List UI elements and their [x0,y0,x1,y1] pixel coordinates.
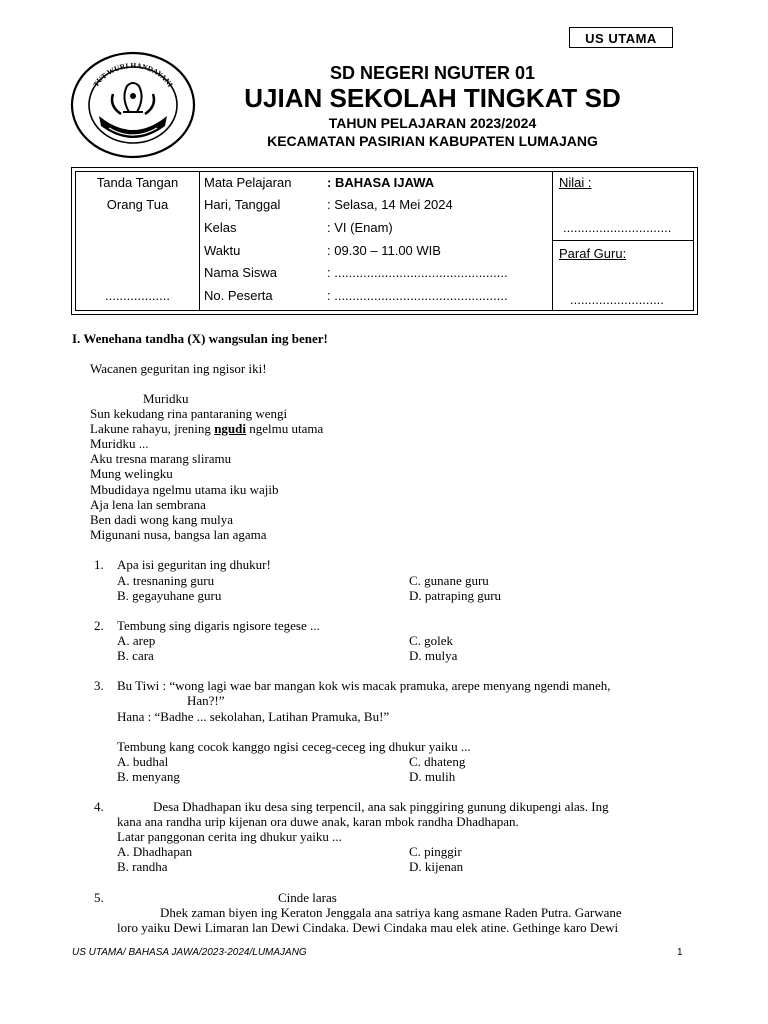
poem-line: Migunani nusa, bangsa lan agama [90,527,267,542]
page-footer: US UTAMA/ BAHASA JAWA/2023-2024/LUMAJANG [72,947,307,958]
option-c[interactable]: C. pinggir [409,844,462,859]
option-b[interactable]: B. menyang [117,769,180,784]
student-name-label: Nama Siswa [204,265,277,280]
poem-line: Ben dadi wong kang mulya [90,512,233,527]
date-label: Hari, Tanggal [204,197,281,212]
option-a[interactable]: A. Dhadhapan [117,844,193,859]
class-label: Kelas [204,220,237,235]
option-b[interactable]: B. randha [117,859,168,874]
question-text: Latar panggonan cerita ing dhukur yaiku ... [117,829,342,844]
option-d[interactable]: D. mulya [409,648,458,663]
question-number: 4. [94,799,104,814]
option-a[interactable]: A. budhal [117,754,169,769]
option-d[interactable]: D. patraping guru [409,588,502,603]
story-line: loro yaiku Dewi Limaran lan Dewi Cindaka. Dewi Cindaka mau elek atine. Gethinge karo Dewi [117,920,619,935]
story-line: Desa Dhadhapan iku desa sing terpencil, ana sak pinggiring gunung dikupengi alas. Ing [153,799,609,814]
logo-motto: TUT WURI HANDAYANI [91,60,175,89]
teacher-initial-label: Paraf Guru: [559,246,627,261]
question-text: Tembung sing digaris ngisore tegese ... [117,618,320,633]
question-text: Tembung kang cocok kanggo ngisi ceceg-ceceg ing dhukur yaiku ... [117,739,471,754]
question-number: 2. [94,618,104,633]
exam-title: UJIAN SEKOLAH TINGKAT SD [244,83,621,113]
story-line: kana ana randha urip kijenan ora duwe anak, karan mbok randha Dhadhapan. [117,814,519,829]
date-value: : Selasa, 14 Mei 2024 [327,197,453,212]
subject-label: Mata Pelajaran [204,175,292,190]
dialogue-line: Hana : “Badhe ... sekolahan, Latihan Pramuka, Bu!” [117,709,390,724]
poem-line: Lakune rahayu, jrening ngudi ngelmu utama [90,421,324,436]
score-field: .............................. [563,220,672,235]
parent-signature-label: Tanda Tangan [96,175,179,190]
option-d[interactable]: D. mulih [409,769,456,784]
class-value: : VI (Enam) [327,220,393,235]
question-number: 3. [94,678,104,693]
section-instruction: I. Wenehana tandha (X) wangsulan ing bener! [72,331,328,346]
question-number: 1. [94,557,104,572]
academic-year: TAHUN PELAJARAN 2023/2024 [328,115,537,131]
dialogue-line: Han?!” [187,693,225,708]
reading-instruction: Wacanen geguritan ing ngisor iki! [90,361,267,376]
poem-line: Sun kekudang rina pantaraning wengi [90,406,288,421]
option-d[interactable]: D. kijenan [409,859,464,874]
school-name: SD NEGERI NGUTER 01 [329,63,536,83]
subject-value: : BAHASA IJAWA [327,175,435,190]
option-a[interactable]: A. tresnaning guru [117,573,215,588]
parent-signature-field: .................. [104,288,170,303]
poem-line: Aku tresna marang sliramu [90,451,232,466]
time-label: Waktu [204,243,241,258]
parent-signature-label: Orang Tua [106,197,169,212]
poem-line: Mbudidaya ngelmu utama iku wajib [90,482,279,497]
participant-number-label: No. Peserta [204,288,273,303]
district-name: KECAMATAN PASIRIAN KABUPATEN LUMAJANG [267,133,598,149]
story-line: Dhek zaman biyen ing Keraton Jenggala ana satriya kang asmane Raden Putra. Garwane [160,905,622,920]
question-text: Apa isi geguritan ing dhukur! [117,557,271,572]
poem-title: Muridku [143,391,189,406]
poem-line: Muridku ... [90,436,149,451]
question-number: 5. [94,890,104,905]
participant-number-field[interactable]: : ................................................ [327,288,508,303]
underlined-word: ngudi [214,421,246,436]
dialogue-line: Bu Tiwi : “wong lagi wae bar mangan kok wis macak pramuka, arepe menyang ngendi maneh, [117,678,611,693]
option-c[interactable]: C. gunane guru [409,573,489,588]
option-a[interactable]: A. arep [117,633,156,648]
story-title: Cinde laras [278,890,337,905]
page-number: 1 [677,947,683,958]
option-b[interactable]: B. cara [117,648,154,663]
teacher-initial-field: .......................... [570,292,664,307]
poem-line: Mung welingku [90,466,173,481]
student-name-field[interactable]: : ................................................ [327,265,508,280]
student-info-box [71,167,698,315]
time-value: : 09.30 – 11.00 WIB [327,243,441,258]
poem-line: Aja lena lan sembrana [90,497,206,512]
exam-type-badge: US UTAMA [569,27,673,48]
option-c[interactable]: C. dhateng [409,754,466,769]
option-c[interactable]: C. golek [409,633,454,648]
option-b[interactable]: B. gegayuhane guru [117,588,222,603]
score-label: Nilai : [559,175,592,190]
